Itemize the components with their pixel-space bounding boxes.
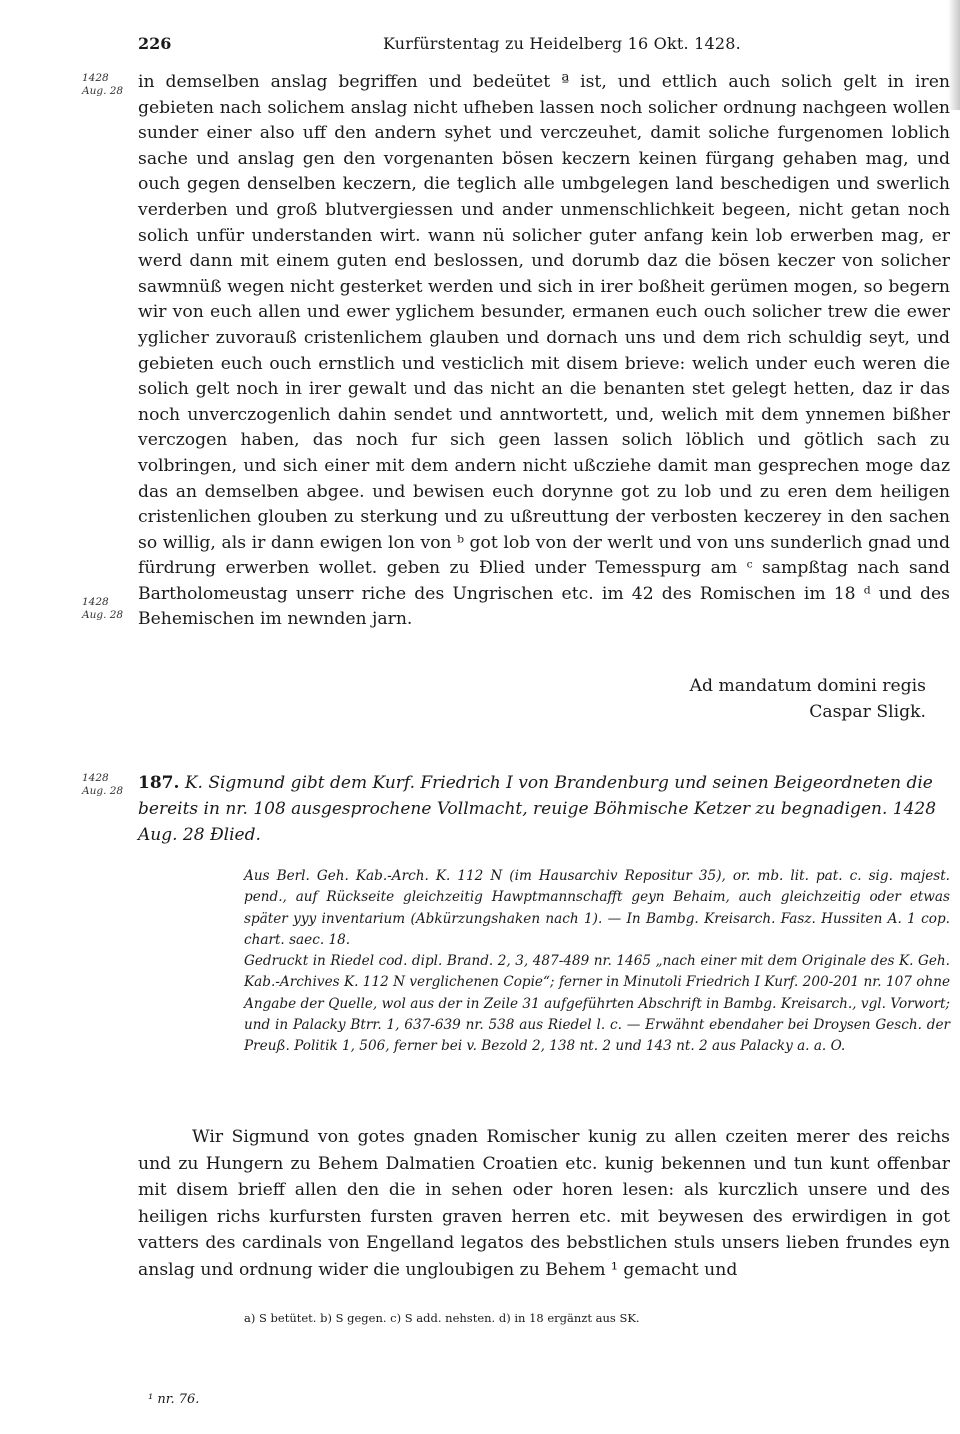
document-heading	[138, 770, 950, 848]
page-number: 226	[138, 34, 172, 53]
main-text-paragraph: in demselben anslag begriffen und bedeütet ª ist, und ettlich auch solich gelt in iren gebieten nach solichem anslag nicht ufheben lassen noch solicher ordnung nachgeen wollen sunder einer also uff den andern syhet und verczeuhet, damit soliche furgenomen loblich sache und anslag gen den vorgenanten bösen keczern keinen fürgang gehaben mag, und ouch gegen denselben keczern, die teglich alle umbgelegen land beschedigen und swerlich verderben und groß blutvergiessen und ander unmenschlichkeit begeen, nicht getan noch solich unfür understanden wirt. wann nü solicher guter anfang kein lob erwerben mag, er werd dann mit einem guten end beslossen, und dorumb daz die bösen keczer von solicher sawmnüß wegen nicht gesterket werden und sich in irer boßheit gerümen mogen, so begern wir von euch allen und ewer yglichem besunder, ermanen euch ouch solicher trew die ewer yglicher zuvorauß cristenlichem glauben und dornach uns und dem rich schuldig seyt, und gebieten euch ouch ernstlich und vesticlich mit disem brieve: welich under euch weren die solich gelt noch in irer gewalt und das nicht an die benanten stet gelegt hetten, daz ir das noch unverczogenlich dahin sendet und anntwortett, und, welich mit dem ynnemen bißher verczogen haben, das noch fur sich geen lassen solich löblich und götlich sach zu volbringen, und sich einer mit dem andern nicht ußcziehe damit man gesprechen moge daz das an demselben abgee. und bewisen euch dorynne got zu lob und zu eren dem heiligen cristenlichen glouben zu sterkung und zu ußreuttung der verbosten keczerey in den sachen so willig, als ir dann ewigen lon von ᵇ got lob von der werlt und von uns sunderlich gnad und fürdrung erwerben wollet. geben zu Ɖlied under Temesspurg am ᶜ sampßtag nach sand Bartholomeustag unserr riche des Ungrischen etc. im 42 des Romischen im 18 ᵈ und des Behemischen im newnden jarn.	[138, 72, 950, 630]
page-header	[138, 34, 950, 58]
subscription-line: Ad mandatum domini regis	[689, 676, 926, 696]
source-print-note: Gedruckt in Riedel cod. dipl. Brand. 2, 3, 487-489 nr. 1465 „nach einer mit dem Originale des K. Geh. Kab.-Archives K. 112 N verglichenen Copie“; ferner in Minutoli Friedrich I Kurf. 200-201 nr. 107 ohne Angabe der Quelle, wol aus der in Zeile 31 aufgeführten Abschrift in Bambg. Kreisarch., vgl. Vorwort; und in Palacky Btrr. 1, 637-639 nr. 538 aus Riedel l. c. — Erwähnt ebendaher bei Droysen Gesch. der Preuß. Politik 1, 506, ferner bei v. Bezold 2, 138 nt. 2 und 143 nt. 2 aus Palacky a. a. O.	[244, 953, 950, 1055]
source-archive-note: Aus Berl. Geh. Kab.-Arch. K. 112 N (im Hausarchiv Repositur 35), or. mb. lit. pat. c. sig. majest. pend., auf Rückseite gleichzeitig Hawptmannschafft geyn Behaim, auch gleichzeitig oder etwas später yyy inventarium (Abkürzungshaken nach 1). — In Bambg. Kreisarch. Fasz. Hussiten A. 1 cop. chart. saec. 18.	[244, 868, 950, 948]
document-title: K. Sigmund gibt dem Kurf. Friedrich I von Brandenburg und seinen Beigeordneten die bereits in nr. 108 ausgesprochene Vollmacht, reuige Böhmische Ketzer zu begnadigen. 1428 Aug. 28 Ɖlied.	[138, 773, 937, 845]
margin-date-note: 1428 Aug. 28	[82, 72, 124, 97]
signatory-line: Caspar Sligk.	[809, 701, 926, 722]
textual-footnotes: a) S betütet. b) S gegen. c) S add. nehsten. d) in 18 ergänzt aus SK.	[244, 1311, 640, 1325]
source-notes	[244, 866, 950, 1058]
main-text-block	[138, 70, 950, 633]
reference-footnote: ¹ nr. 76.	[148, 1392, 200, 1407]
margin-date-note: 1428 Aug. 28	[82, 772, 124, 797]
margin-date-note: 1428 Aug. 28	[82, 596, 124, 621]
document-number: 187.	[138, 773, 180, 793]
charter-text	[138, 1124, 950, 1284]
subscription-block	[138, 674, 926, 725]
charter-paragraph: Wir Sigmund von gotes gnaden Romischer kunig zu allen czeiten merer des reichs und zu Hungern zu Behem Dalmatien Croatien etc. kunig bekennen und tun kunt offenbar mit disem brieff allen den die in sehen oder horen lesen: als kurczlich unsere und des heiligen richs kurfursten fursten graven herren etc. mit beywesen des erwirdigen in got vatters des cardinals von Engelland legatos des bebstlichen stuls unsers lieben frundes eyn anslag und ordnung wider die ungloubigen zu Behem ¹ gemacht und	[138, 1127, 950, 1280]
running-head: Kurfürstentag zu Heidelberg 16 Okt. 1428.	[383, 34, 741, 53]
